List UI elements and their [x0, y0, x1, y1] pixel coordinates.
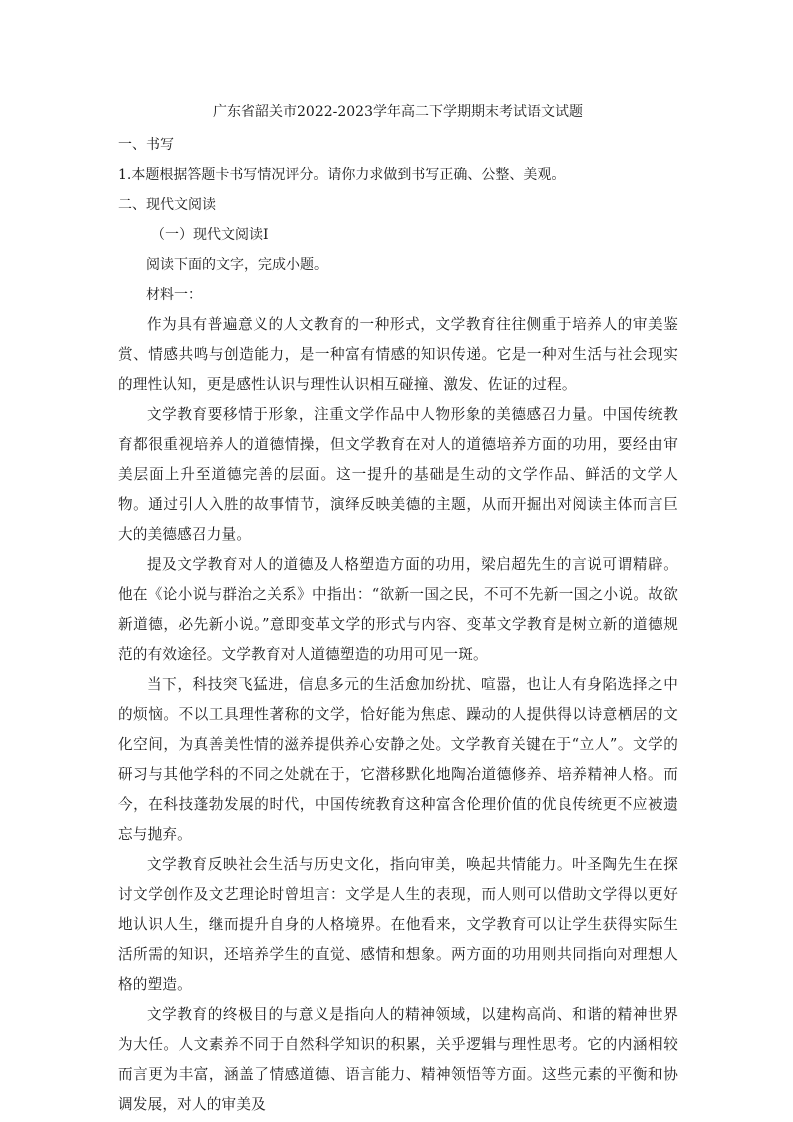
- paragraph-6: 文学教育的终极目的与意义是指向人的精神领域，以建构高尚、和谐的精神世界为大任。人文素养不同于自然科学知识的积累，关乎逻辑与理性思考。它的内涵相较而言更为丰富，涵盖了情感道德、语言能力、精神领悟等方面。这些元素的平衡和协调发展，对人的审美及: [118, 1006, 678, 1113]
- section-heading-writing: 一、书写: [118, 137, 174, 153]
- document-title: 广东省韶关市2022-2023学年高二下学期期末考试语文试题: [213, 104, 583, 120]
- paragraph-5: 文学教育反映社会生活与历史文化，指向审美，唤起共情能力。叶圣陶先生在探讨文学创作及文艺理论时曾坦言：文学是人生的表现，而人则可以借助文学得以更好地认识人生，继而提升自身的人格境界。在他看来，文学教育可以让学生获得实际生活所需的知识，还培养学生的直觉、感情和想象。两方面的功用则共同指向对理想人格的塑造。: [118, 856, 678, 993]
- paragraph-3: 提及文学教育对人的道德及人格塑造方面的功用，梁启超先生的言说可谓精辟。他在《论小说与群治之关系》中指出：“欲新一国之民，不可不先新一国之小说。故欲新道德，必先新小说。”意即变革文学的形式与内容、变革文学教育是树立新的道德规范的有效途径。文学教育对人道德塑造的功用可见一斑。: [118, 556, 678, 663]
- reading-instruction: 阅读下面的文字，完成小题。: [146, 257, 328, 273]
- subsection-heading-reading-1: （一）现代文阅读Ⅰ: [151, 227, 269, 243]
- material-label: 材料一：: [146, 287, 202, 303]
- document-page: [118, 100, 678, 1120]
- paragraph-1: 作为具有普遍意义的人文教育的一种形式，文学教育往往侧重于培养人的审美鉴赏、情感共鸣与创造能力，是一种富有情感的知识传递。它是一种对生活与社会现实的理性认知，更是感性认识与理性认识相互碰撞、激发、佐证的过程。: [118, 316, 678, 393]
- question-1-text: 1.本题根据答题卡书写情况评分。请你力求做到书写正确、公整、美观。: [118, 167, 566, 183]
- paragraph-4: 当下，科技突飞猛进，信息多元的生活愈加纷扰、喧嚣，也让人有身陷选择之中的烦恼。不以工具理性著称的文学，恰好能为焦虑、躁动的人提供得以诗意栖居的文化空间，为真善美性情的滋养提供养心安静之处。文学教育关键在于“立人”。文学的研习与其他学科的不同之处就在于，它潜移默化地陶冶道德修养、培养精神人格。而今，在科技蓬勃发展的时代，中国传统教育这种富含伦理价值的优良传统更不应被遗忘与抛弃。: [118, 676, 678, 843]
- section-heading-modern-reading: 二、现代文阅读: [118, 197, 216, 213]
- paragraph-2: 文学教育要移情于形象，注重文学作品中人物形象的美德感召力量。中国传统教育都很重视培养人的道德情操，但文学教育在对人的道德培养方面的功用，要经由审美层面上升至道德完善的层面。这一提升的基础是生动的文学作品、鲜活的文学人物。通过引人入胜的故事情节，演绎反映美德的主题，从而开掘出对阅读主体而言巨大的美德感召力量。: [118, 406, 678, 543]
